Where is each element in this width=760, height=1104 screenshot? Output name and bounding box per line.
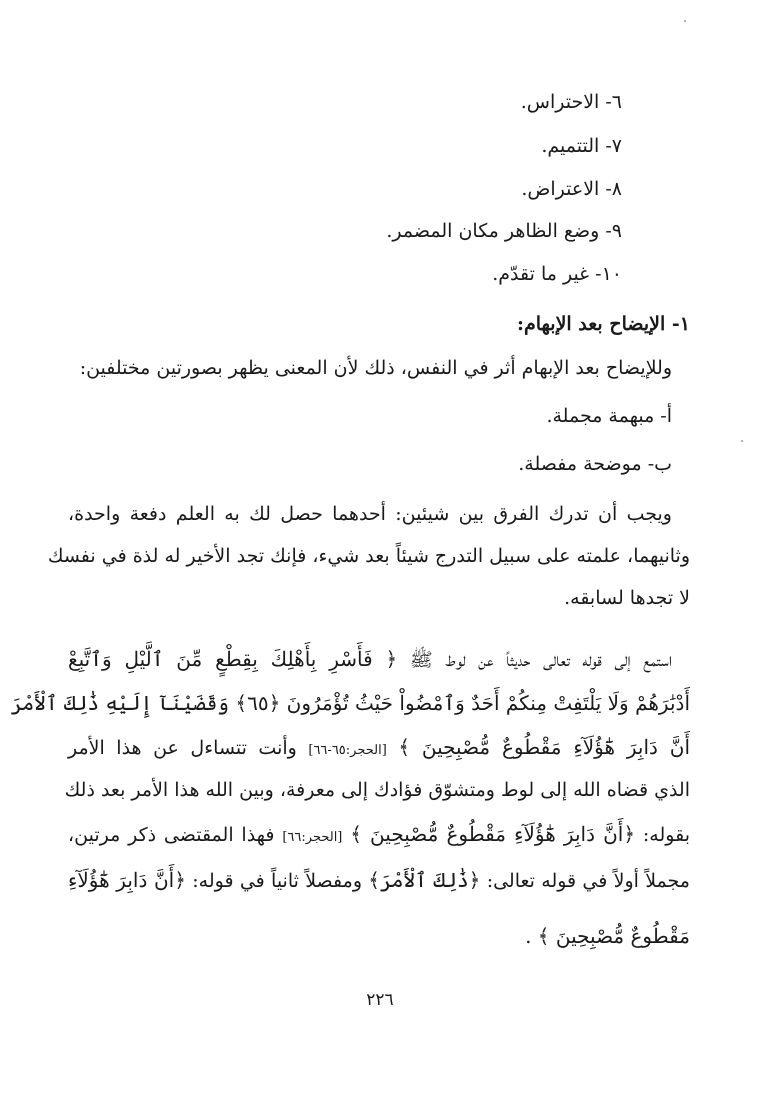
- verse-reference: [الحجر:٦٥-٦٦]: [308, 743, 387, 758]
- scan-speck: [684, 20, 686, 22]
- scan-speck: [741, 440, 743, 442]
- quran-verse: ﴿ فَأَسْرِ بِأَهْلِكَ بِقِطْعٍ مِّنَ ٱلَّيْلِ وَٱتَّبِعْ: [68, 647, 398, 671]
- form-item: ب- موضحة مفصلة.: [518, 453, 672, 475]
- list-item: ١٠- غير ما تقدّم.: [492, 263, 622, 285]
- body-text: وأنت تتساءل عن هذا الأمر: [68, 737, 297, 759]
- section-heading: ١- الإيضاح بعد الإبهام:: [516, 313, 690, 335]
- quran-verse: أَنَّ دَابِرَ هَٰٓؤُلَآءِ مَقْطُوعٌ مُّصْبِحِينَ ﴾: [398, 735, 690, 759]
- quran-verse: أَدْبَٰرَهُمْ وَلَا يَلْتَفِتْ مِنكُمْ أَحَدٌ وَٱمْضُواْ حَيْثُ تُؤْمَرُونَ ﴿٦٥﴾ وَقَضَيْنَآ إِلَيْهِ ذَٰلِكَ ٱلْأَمْرَ: [10, 691, 690, 715]
- paragraph-line: وثانيهما، علمته على سبيل التدرج شيئاً بعد شيء، فإنك تجد الأخير له لذة في نفسك: [47, 545, 690, 567]
- body-text: استمع إلى قوله تعالى حديثاً عن لوط ﷺ: [409, 649, 672, 671]
- paragraph-line: [68, 820, 690, 852]
- paragraph-line: الذي قضاه الله إلى لوط ومتشوّق فؤادك إلى معرفة، وبين الله هذا الأمر بعد ذلك: [64, 779, 690, 801]
- paragraph-line: لا تجدها لسابقه.: [564, 587, 690, 609]
- quran-verse: ﴿أَنَّ دَابِرَ هَٰٓؤُلَآءِ مَقْطُوعٌ مُّصْبِحِينَ ﴾: [350, 822, 636, 846]
- quran-verse: مَقْطُوعٌ مُّصْبِحِينَ ﴾ .: [525, 924, 690, 948]
- paragraph-line: [68, 645, 672, 674]
- form-item: أ- مبهمة مجملة.: [546, 405, 672, 427]
- quran-verse: ﴿ذَٰلِكَ ٱلْأَمْرَ﴾: [368, 868, 481, 892]
- list-item: ٦- الاحتراس.: [520, 91, 622, 113]
- verse-reference: [الحجر:٦٦]: [282, 830, 343, 845]
- quran-verse: ﴿أَنَّ دَابِرَ هَٰٓؤُلَآءِ: [68, 868, 186, 892]
- body-text: ومفصلاً ثانياً في قوله:: [192, 870, 362, 892]
- list-item: ٨- الاعتراض.: [521, 178, 622, 200]
- intro-line: وللإيضاح بعد الإبهام أثر في النفس، ذلك لأن المعنى يظهر بصورتين مختلفين:: [79, 357, 672, 379]
- body-text: بقوله:: [642, 824, 690, 846]
- paragraph-line: [68, 866, 690, 895]
- list-item: ٧- التتميم.: [541, 135, 622, 157]
- paragraph-line: [68, 733, 690, 765]
- body-text: مجملاً أولاً في قوله تعالى:: [486, 870, 690, 892]
- body-text: فهذا المقتضى ذكر مرتين،: [68, 824, 275, 846]
- paragraph-line: ويجب أن تدرك الفرق بين شيئين: أحدهما حصل لك به العلم دفعة واحدة،: [68, 503, 672, 525]
- list-item: ٩- وضع الظاهر مكان المضمر.: [386, 220, 622, 242]
- page-number: ٢٢٦: [366, 990, 394, 1010]
